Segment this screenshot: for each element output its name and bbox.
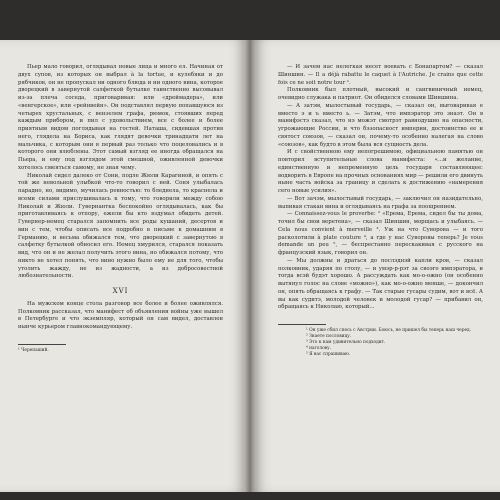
footnote: ² Знаете пословицу. (306, 334, 352, 339)
paragraph: — А затэм, мылостывый государь, — сказал он, выговаривая е вместо э и ъ вместо ь. — Затэм, что импэратор это знаэт. Он в манифэстэ сказал, что нэ можэт смотрэт равнодушно на опасности, угрожающие России, и что бэзопасност империи, достоинство ее и святост союзов, — сказал он, почему-то особенно налегая на слово «союзов», как будто в этом была вся сущность дела. (278, 102, 483, 148)
left-page (0, 40, 246, 492)
paragraph: На мужском конце стола разговор все более и более оживлялся. Полковник рассказал, что манифест об объявлении войны уже вышел в Петербурге и что экземпляр, который он сам видел, доставлен нынче курьером главнокомандующему. (18, 300, 223, 330)
paragraph: — Connaissez-vous le proverbe: ² «Ерема, Ерема, сидел бы ты дома, точил бы свои веретена», — сказал Шиншин, морщась и улыбаясь. — Cela nous convient à merveille ³. Уж на что Суворова — и того расколотили à plate couture ⁴, а где у нас Суворовы теперь? Je vous demande un peu ⁵, — беспрестанно перескакивая с русского на французский язык, говорил он. (278, 211, 483, 256)
footnote: ⁵ Я вас спрашиваю. (306, 352, 351, 357)
footnote: ⁴ наголову. (306, 346, 331, 351)
left-text-column (18, 64, 223, 354)
paragraph: И с свойственною ему непогрешимою, официальною памятью он повторил вступительные слова манифеста: «...и желание, единственную и непременную цель государя составляющее: водворить в Европе на прочных основаниях мир — решили его двинуть ныне часть войска за границу и сделать к достижению «намерения сего новые усилия». (278, 149, 483, 194)
footnote: ¹ Черепаший. (18, 347, 49, 353)
footnote-divider (18, 344, 66, 345)
right-page (254, 40, 500, 492)
paragraph: Николай сидел далеко от Сони, подле Жюли Карагиной, и опять с той же невольной улыбкой что-то говорил с ней. Соня улыбалась парадно, но, видимо, мучилась ревностью: то бледнела, то краснела и всеми силами прислушивалась к тому, что говорили между собою Николай и Жюли. Гувернантка беспокойно оглядывалась, как бы приготавливаясь к отпору, ежели бы кто вздумал обидеть детей. Гувернер-немец старался запомнить все роды кушаний, десертов и вин с тем, чтобы описать все подробно в письме к домашним в Германию, и весьма обижался тем, что дворецкий с завернутою в салфетку бутылкой обносил его. Немец хмурился, старался показать вид, что он и не желал получить этого вина, но обижался потому, что никто не хотел понять, что вино нужно было ему не для того, чтобы утолить жажду, не из жадности, а из добросовестной любознательности. (18, 172, 223, 280)
footnote: ¹ Он уже сбил спесь с Австрии. Боюсь, не пришел бы теперь наш черед. (306, 328, 472, 333)
chapter-heading: XVI (112, 287, 129, 295)
paragraph: Полковник был плотный, высокий и сангвиничный немец, очевидно служака и патриот. Он обиделся словами Шиншина. (278, 87, 483, 101)
footnote-divider (278, 324, 326, 325)
paragraph: — Мы должны и драться до послэднэй капли кров, — сказал полковник, ударяя по столу, — и умэр-р-рэт за своэго импэратора, и тогда всэй будэт хорошо. А рассуждать как мо-о-ожно (он особенно вытянул голос на слове «можно»), как мо-о-ожно менше, — докончил он, опять обращаясь к графу. — Так старые гусары судим, вот и всё. А вы как судитэ, молодой человек и молодой гусар? — прибавил он, обращаясь к Николаю, который... (278, 257, 483, 311)
right-text-column (278, 64, 483, 358)
footnote: ³ Это к нам удивительно подходит. (306, 340, 386, 345)
paragraph: — И зачем нас нелегкая несет воевать с Бонапартом? — сказал Шиншин. — Il a déjà rabattu le caquet à l'Autriche. Je crains que cette fois ce ne soit notre tour ¹. (278, 64, 483, 86)
paragraph: Пьер мало говорил, оглядывал новые лица и много ел. Начиная от двух супов, из которых он выбрал à la tortue, и кулебяки и до рябчиков, он не пропускал ни одного блюда и ни одного вина, которое дворецкий в завернутой салфеткой бутылке таинственно высовывал из-за плеча соседа, приговаривая: или «дреймадера», или «венгерское», или «рейнвейн». Он подставлял первую попавшуюся из четырех хрустальных, с вензелем графа, рюмок, стоявших перед каждым прибором, и пил с удовольствием, все с более и более приятным видом поглядывая на гостей. Наташа, сидевшая против него, глядела на Бориса, как глядят девочки тринадцати лет на мальчика, с которым они в первый раз только что поцеловались и в которого они влюблены. Этот самый взгляд ее иногда обращался на Пьера, и ему под взглядом этой смешной, оживленной девочки хотелось смеяться самому, не зная чему. (18, 64, 223, 171)
paragraph: — Вот зачэм, мылостывый государь, — заключил он назидательно, выпивая стакан вина и оглядываясь на графа за поощрением. (278, 195, 483, 210)
